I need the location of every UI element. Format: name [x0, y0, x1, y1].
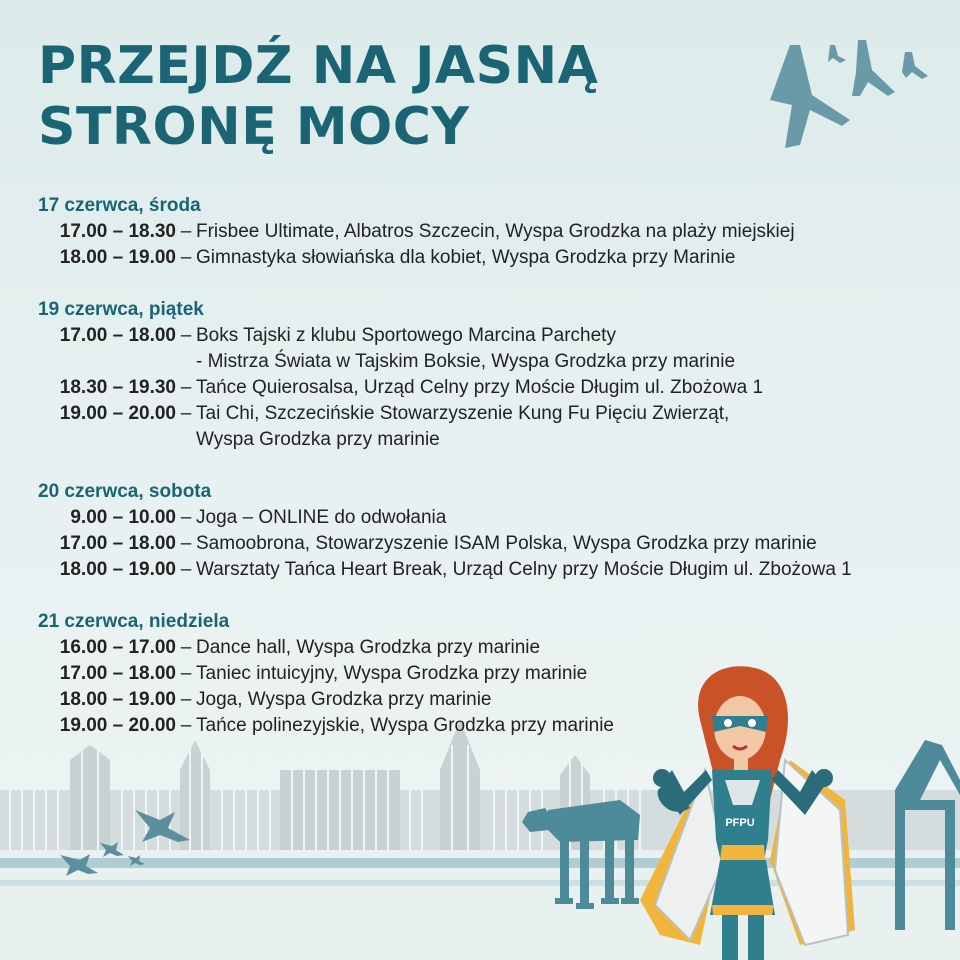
event-description-line: Boks Tajski z klubu Sportowego Marcina Parchety [196, 325, 616, 346]
event-time: 17.00 – 18.00 [59, 325, 176, 346]
event-description [196, 245, 953, 271]
event-description [196, 557, 953, 583]
event-row [38, 557, 953, 583]
day-heading: 19 czerwca, piątek [38, 299, 204, 320]
event-description [196, 713, 953, 739]
event-row [38, 401, 953, 453]
event-description-line: Tai Chi, Szczecińskie Stowarzyszenie Kung Fu Pięciu Zwierząt, [196, 403, 730, 424]
event-time: 17.00 – 18.00 [59, 533, 176, 554]
event-description [196, 505, 953, 531]
event-time: 17.00 – 18.00 [59, 663, 176, 684]
day-section [38, 193, 953, 271]
event-description [196, 401, 953, 453]
event-dash: – [180, 689, 192, 710]
event-dash: – [180, 507, 192, 528]
event-description [196, 375, 953, 401]
event-description [196, 687, 953, 713]
event-dash: – [180, 403, 192, 424]
event-description-line: Joga – ONLINE do odwołania [196, 507, 447, 528]
event-description [196, 323, 953, 375]
spaceships-icon [770, 40, 928, 148]
event-row [38, 531, 953, 557]
event-time: 17.00 – 18.30 [59, 221, 176, 242]
event-row [38, 323, 953, 375]
title-line-2: STRONĘ MOCY [38, 97, 470, 157]
event-description [196, 635, 953, 661]
event-description-line: Taniec intuicyjny, Wyspa Grodzka przy marinie [196, 663, 588, 684]
event-description [196, 531, 953, 557]
event-row [38, 635, 953, 661]
day-section [38, 297, 953, 453]
event-description-line: Dance hall, Wyspa Grodzka przy marinie [196, 637, 541, 658]
event-description [196, 661, 953, 687]
event-description-line: Wyspa Grodzka przy marinie [196, 429, 440, 450]
event-row [38, 687, 953, 713]
event-row [38, 661, 953, 687]
event-dash: – [180, 221, 192, 242]
mascot-badge: PFPU [725, 817, 755, 829]
event-description-line: Samoobrona, Stowarzyszenie ISAM Polska, Wyspa Grodzka przy marinie [196, 533, 817, 554]
event-dash: – [180, 637, 192, 658]
day-heading: 17 czerwca, środa [38, 195, 201, 216]
day-heading: 21 czerwca, niedziela [38, 611, 230, 632]
event-time: 18.30 – 19.30 [59, 377, 176, 398]
event-dash: – [180, 247, 192, 268]
event-row [38, 505, 953, 531]
title-line-1: PRZEJDŹ NA JASNĄ [38, 36, 599, 96]
event-time: 9.00 – 10.00 [70, 507, 176, 528]
event-time: 19.00 – 20.00 [59, 715, 176, 736]
event-description-line: Tańce Quierosalsa, Urząd Celny przy Moście Długim ul. Zbożowa 1 [196, 377, 764, 398]
event-description-line: Gimnastyka słowiańska dla kobiet, Wyspa Grodzka przy Marinie [196, 247, 736, 268]
event-schedule [38, 193, 953, 765]
event-row [38, 713, 953, 739]
event-description [196, 219, 953, 245]
event-description-line: Tańce polinezyjskie, Wyspa Grodzka przy marinie [196, 715, 614, 736]
event-description-line: Frisbee Ultimate, Albatros Szczecin, Wyspa Grodzka na plaży miejskiej [196, 221, 795, 242]
event-time: 19.00 – 20.00 [59, 403, 176, 424]
event-dash: – [180, 715, 192, 736]
event-time: 18.00 – 19.00 [59, 247, 176, 268]
event-description-line: - Mistrza Świata w Tajskim Boksie, Wyspa Grodzka przy marinie [196, 351, 736, 372]
day-section [38, 609, 953, 739]
event-time: 18.00 – 19.00 [59, 559, 176, 580]
event-time: 18.00 – 19.00 [59, 689, 176, 710]
event-dash: – [180, 559, 192, 580]
event-dash: – [180, 533, 192, 554]
event-description-line: Warsztaty Tańca Heart Break, Urząd Celny przy Moście Długim ul. Zbożowa 1 [196, 559, 852, 580]
event-dash: – [180, 377, 192, 398]
day-heading: 20 czerwca, sobota [38, 481, 212, 502]
event-row [38, 219, 953, 245]
event-row [38, 245, 953, 271]
event-row [38, 375, 953, 401]
day-section [38, 479, 953, 583]
event-description-line: Joga, Wyspa Grodzka przy marinie [196, 689, 492, 710]
event-time: 16.00 – 17.00 [59, 637, 176, 658]
event-dash: – [180, 663, 192, 684]
event-dash: – [180, 325, 192, 346]
